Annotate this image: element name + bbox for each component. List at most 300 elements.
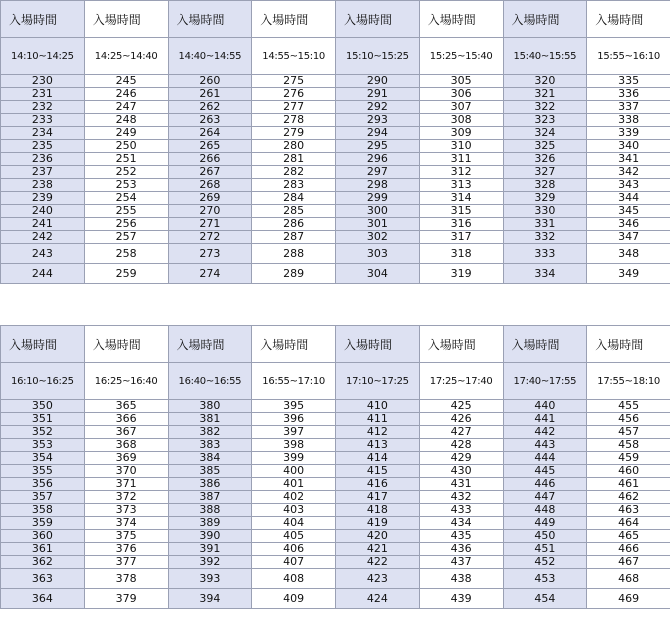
entry-time-table-bottom [0, 325, 670, 609]
number-cell: 283 [252, 179, 336, 192]
number-cell: 337 [587, 101, 670, 114]
number-cell: 412 [336, 426, 420, 439]
number-cell: 346 [587, 218, 670, 231]
number-cell: 460 [587, 465, 670, 478]
table-row [1, 101, 670, 114]
number-cell: 304 [336, 264, 420, 284]
number-cell: 403 [252, 504, 336, 517]
number-cell: 310 [419, 140, 503, 153]
time-slot-cell: 15:40~15:55 [503, 38, 587, 75]
number-cell: 338 [587, 114, 670, 127]
number-cell: 303 [336, 244, 420, 264]
number-cell: 432 [419, 491, 503, 504]
number-cell: 355 [1, 465, 85, 478]
number-cell: 350 [1, 400, 85, 413]
number-cell: 298 [336, 179, 420, 192]
column-header: 入場時間 [336, 1, 420, 38]
number-cell: 446 [503, 478, 587, 491]
number-cell: 450 [503, 530, 587, 543]
column-header: 入場時間 [1, 1, 85, 38]
number-cell: 234 [1, 127, 85, 140]
number-cell: 408 [252, 569, 336, 589]
number-cell: 311 [419, 153, 503, 166]
number-cell: 461 [587, 478, 670, 491]
table-row [1, 140, 670, 153]
table-row [1, 426, 670, 439]
number-cell: 465 [587, 530, 670, 543]
number-cell: 259 [84, 264, 168, 284]
number-cell: 266 [168, 153, 252, 166]
number-cell: 386 [168, 478, 252, 491]
number-cell: 323 [503, 114, 587, 127]
number-cell: 331 [503, 218, 587, 231]
number-cell: 358 [1, 504, 85, 517]
number-cell: 463 [587, 504, 670, 517]
number-cell: 344 [587, 192, 670, 205]
time-slot-cell: 14:10~14:25 [1, 38, 85, 75]
number-cell: 238 [1, 179, 85, 192]
number-cell: 241 [1, 218, 85, 231]
number-cell: 420 [336, 530, 420, 543]
number-cell: 419 [336, 517, 420, 530]
table-row [1, 589, 670, 609]
number-cell: 433 [419, 504, 503, 517]
number-cell: 287 [252, 231, 336, 244]
number-cell: 369 [84, 452, 168, 465]
table-row [1, 491, 670, 504]
number-cell: 333 [503, 244, 587, 264]
number-cell: 427 [419, 426, 503, 439]
number-cell: 348 [587, 244, 670, 264]
number-cell: 321 [503, 88, 587, 101]
column-header: 入場時間 [84, 326, 168, 363]
number-cell: 382 [168, 426, 252, 439]
number-cell: 456 [587, 413, 670, 426]
header-row [1, 326, 670, 363]
number-cell: 462 [587, 491, 670, 504]
number-cell: 290 [336, 75, 420, 88]
table-row [1, 75, 670, 88]
number-cell: 392 [168, 556, 252, 569]
number-cell: 336 [587, 88, 670, 101]
number-cell: 257 [84, 231, 168, 244]
number-cell: 393 [168, 569, 252, 589]
number-cell: 332 [503, 231, 587, 244]
number-cell: 276 [252, 88, 336, 101]
number-cell: 379 [84, 589, 168, 609]
number-cell: 318 [419, 244, 503, 264]
column-header: 入場時間 [168, 326, 252, 363]
number-cell: 397 [252, 426, 336, 439]
number-cell: 284 [252, 192, 336, 205]
number-cell: 373 [84, 504, 168, 517]
number-cell: 353 [1, 439, 85, 452]
number-cell: 270 [168, 205, 252, 218]
number-cell: 300 [336, 205, 420, 218]
number-cell: 305 [419, 75, 503, 88]
number-cell: 340 [587, 140, 670, 153]
number-cell: 360 [1, 530, 85, 543]
number-cell: 232 [1, 101, 85, 114]
number-cell: 357 [1, 491, 85, 504]
number-cell: 445 [503, 465, 587, 478]
number-cell: 329 [503, 192, 587, 205]
number-cell: 400 [252, 465, 336, 478]
column-header: 入場時間 [419, 1, 503, 38]
number-cell: 252 [84, 166, 168, 179]
number-cell: 330 [503, 205, 587, 218]
number-cell: 230 [1, 75, 85, 88]
table-row [1, 530, 670, 543]
number-cell: 443 [503, 439, 587, 452]
time-slot-cell: 17:55~18:10 [587, 363, 670, 400]
number-cell: 430 [419, 465, 503, 478]
number-cell: 395 [252, 400, 336, 413]
number-cell: 365 [84, 400, 168, 413]
number-cell: 399 [252, 452, 336, 465]
table-row [1, 114, 670, 127]
number-cell: 231 [1, 88, 85, 101]
number-cell: 265 [168, 140, 252, 153]
number-cell: 301 [336, 218, 420, 231]
number-cell: 242 [1, 231, 85, 244]
number-cell: 309 [419, 127, 503, 140]
number-cell: 370 [84, 465, 168, 478]
number-cell: 402 [252, 491, 336, 504]
number-cell: 444 [503, 452, 587, 465]
number-cell: 417 [336, 491, 420, 504]
column-header: 入場時間 [336, 326, 420, 363]
number-cell: 468 [587, 569, 670, 589]
number-cell: 385 [168, 465, 252, 478]
number-cell: 422 [336, 556, 420, 569]
number-cell: 295 [336, 140, 420, 153]
number-cell: 274 [168, 264, 252, 284]
table-row [1, 452, 670, 465]
column-header: 入場時間 [168, 1, 252, 38]
column-header: 入場時間 [503, 326, 587, 363]
time-slot-cell: 16:40~16:55 [168, 363, 252, 400]
number-cell: 243 [1, 244, 85, 264]
number-cell: 253 [84, 179, 168, 192]
number-cell: 271 [168, 218, 252, 231]
number-cell: 326 [503, 153, 587, 166]
number-cell: 378 [84, 569, 168, 589]
time-slot-cell: 14:25~14:40 [84, 38, 168, 75]
number-cell: 467 [587, 556, 670, 569]
number-cell: 454 [503, 589, 587, 609]
table-row [1, 153, 670, 166]
number-cell: 451 [503, 543, 587, 556]
number-cell: 246 [84, 88, 168, 101]
table-row [1, 439, 670, 452]
number-cell: 256 [84, 218, 168, 231]
number-cell: 293 [336, 114, 420, 127]
number-cell: 361 [1, 543, 85, 556]
number-cell: 425 [419, 400, 503, 413]
number-cell: 302 [336, 231, 420, 244]
number-cell: 466 [587, 543, 670, 556]
number-cell: 368 [84, 439, 168, 452]
entry-time-table-top [0, 0, 670, 284]
number-cell: 437 [419, 556, 503, 569]
number-cell: 280 [252, 140, 336, 153]
number-cell: 248 [84, 114, 168, 127]
number-cell: 279 [252, 127, 336, 140]
number-cell: 363 [1, 569, 85, 589]
number-cell: 396 [252, 413, 336, 426]
number-cell: 343 [587, 179, 670, 192]
number-cell: 349 [587, 264, 670, 284]
table-row [1, 517, 670, 530]
table-row [1, 88, 670, 101]
number-cell: 251 [84, 153, 168, 166]
number-cell: 453 [503, 569, 587, 589]
table-row [1, 556, 670, 569]
number-cell: 394 [168, 589, 252, 609]
number-cell: 359 [1, 517, 85, 530]
number-cell: 278 [252, 114, 336, 127]
number-cell: 275 [252, 75, 336, 88]
number-cell: 409 [252, 589, 336, 609]
number-cell: 233 [1, 114, 85, 127]
number-cell: 245 [84, 75, 168, 88]
number-cell: 413 [336, 439, 420, 452]
column-header: 入場時間 [419, 326, 503, 363]
number-cell: 335 [587, 75, 670, 88]
time-slot-cell: 17:25~17:40 [419, 363, 503, 400]
number-cell: 262 [168, 101, 252, 114]
number-cell: 247 [84, 101, 168, 114]
number-cell: 289 [252, 264, 336, 284]
column-header: 入場時間 [252, 1, 336, 38]
number-cell: 273 [168, 244, 252, 264]
table-row [1, 504, 670, 517]
number-cell: 426 [419, 413, 503, 426]
time-slot-cell: 17:10~17:25 [336, 363, 420, 400]
number-cell: 306 [419, 88, 503, 101]
table-row [1, 127, 670, 140]
time-slot-cell: 15:25~15:40 [419, 38, 503, 75]
number-cell: 390 [168, 530, 252, 543]
number-cell: 341 [587, 153, 670, 166]
number-cell: 313 [419, 179, 503, 192]
number-cell: 294 [336, 127, 420, 140]
number-cell: 292 [336, 101, 420, 114]
number-cell: 345 [587, 205, 670, 218]
table-row [1, 218, 670, 231]
number-cell: 351 [1, 413, 85, 426]
number-cell: 297 [336, 166, 420, 179]
time-slot-cell: 14:55~15:10 [252, 38, 336, 75]
number-cell: 322 [503, 101, 587, 114]
number-cell: 315 [419, 205, 503, 218]
number-cell: 286 [252, 218, 336, 231]
number-cell: 352 [1, 426, 85, 439]
table-row [1, 231, 670, 244]
number-cell: 407 [252, 556, 336, 569]
number-cell: 442 [503, 426, 587, 439]
time-slot-cell: 16:10~16:25 [1, 363, 85, 400]
number-cell: 285 [252, 205, 336, 218]
number-cell: 435 [419, 530, 503, 543]
number-cell: 249 [84, 127, 168, 140]
number-cell: 410 [336, 400, 420, 413]
number-cell: 448 [503, 504, 587, 517]
number-cell: 431 [419, 478, 503, 491]
number-cell: 441 [503, 413, 587, 426]
number-cell: 362 [1, 556, 85, 569]
number-cell: 404 [252, 517, 336, 530]
number-cell: 459 [587, 452, 670, 465]
number-cell: 389 [168, 517, 252, 530]
table-row [1, 244, 670, 264]
number-cell: 342 [587, 166, 670, 179]
number-cell: 366 [84, 413, 168, 426]
number-cell: 436 [419, 543, 503, 556]
number-cell: 291 [336, 88, 420, 101]
number-cell: 277 [252, 101, 336, 114]
number-cell: 376 [84, 543, 168, 556]
table-row [1, 569, 670, 589]
table-row [1, 192, 670, 205]
number-cell: 255 [84, 205, 168, 218]
table-row [1, 179, 670, 192]
number-cell: 236 [1, 153, 85, 166]
number-cell: 429 [419, 452, 503, 465]
number-cell: 381 [168, 413, 252, 426]
number-cell: 367 [84, 426, 168, 439]
number-cell: 325 [503, 140, 587, 153]
number-cell: 438 [419, 569, 503, 589]
number-cell: 458 [587, 439, 670, 452]
number-cell: 281 [252, 153, 336, 166]
number-cell: 428 [419, 439, 503, 452]
number-cell: 261 [168, 88, 252, 101]
number-cell: 371 [84, 478, 168, 491]
number-cell: 375 [84, 530, 168, 543]
number-cell: 244 [1, 264, 85, 284]
number-cell: 239 [1, 192, 85, 205]
column-header: 入場時間 [587, 1, 670, 38]
number-cell: 288 [252, 244, 336, 264]
number-cell: 324 [503, 127, 587, 140]
table-row [1, 205, 670, 218]
number-cell: 464 [587, 517, 670, 530]
time-slot-cell: 14:40~14:55 [168, 38, 252, 75]
number-cell: 440 [503, 400, 587, 413]
number-cell: 411 [336, 413, 420, 426]
number-cell: 469 [587, 589, 670, 609]
number-cell: 250 [84, 140, 168, 153]
number-cell: 328 [503, 179, 587, 192]
number-cell: 421 [336, 543, 420, 556]
number-cell: 439 [419, 589, 503, 609]
number-cell: 237 [1, 166, 85, 179]
time-slot-row [1, 363, 670, 400]
number-cell: 240 [1, 205, 85, 218]
number-cell: 364 [1, 589, 85, 609]
number-cell: 401 [252, 478, 336, 491]
time-slot-row [1, 38, 670, 75]
number-cell: 308 [419, 114, 503, 127]
number-cell: 391 [168, 543, 252, 556]
table-row [1, 264, 670, 284]
number-cell: 383 [168, 439, 252, 452]
table-row [1, 543, 670, 556]
number-cell: 424 [336, 589, 420, 609]
number-cell: 398 [252, 439, 336, 452]
table-row [1, 166, 670, 179]
number-cell: 320 [503, 75, 587, 88]
number-cell: 268 [168, 179, 252, 192]
number-cell: 296 [336, 153, 420, 166]
table-row [1, 413, 670, 426]
number-cell: 374 [84, 517, 168, 530]
column-header: 入場時間 [84, 1, 168, 38]
column-header: 入場時間 [587, 326, 670, 363]
time-slot-cell: 15:55~16:10 [587, 38, 670, 75]
number-cell: 272 [168, 231, 252, 244]
number-cell: 415 [336, 465, 420, 478]
number-cell: 319 [419, 264, 503, 284]
number-cell: 418 [336, 504, 420, 517]
table-row [1, 400, 670, 413]
time-slot-cell: 17:40~17:55 [503, 363, 587, 400]
number-cell: 316 [419, 218, 503, 231]
number-cell: 416 [336, 478, 420, 491]
number-cell: 312 [419, 166, 503, 179]
number-cell: 299 [336, 192, 420, 205]
number-cell: 307 [419, 101, 503, 114]
number-cell: 347 [587, 231, 670, 244]
number-cell: 356 [1, 478, 85, 491]
number-cell: 449 [503, 517, 587, 530]
time-slot-cell: 16:55~17:10 [252, 363, 336, 400]
number-cell: 405 [252, 530, 336, 543]
number-cell: 414 [336, 452, 420, 465]
table-row [1, 465, 670, 478]
column-header: 入場時間 [1, 326, 85, 363]
number-cell: 334 [503, 264, 587, 284]
column-header: 入場時間 [252, 326, 336, 363]
number-cell: 282 [252, 166, 336, 179]
number-cell: 455 [587, 400, 670, 413]
time-slot-cell: 15:10~15:25 [336, 38, 420, 75]
number-cell: 339 [587, 127, 670, 140]
number-cell: 423 [336, 569, 420, 589]
number-cell: 354 [1, 452, 85, 465]
number-cell: 260 [168, 75, 252, 88]
number-cell: 314 [419, 192, 503, 205]
number-cell: 447 [503, 491, 587, 504]
number-cell: 327 [503, 166, 587, 179]
number-cell: 317 [419, 231, 503, 244]
number-cell: 434 [419, 517, 503, 530]
number-cell: 264 [168, 127, 252, 140]
number-cell: 254 [84, 192, 168, 205]
number-cell: 457 [587, 426, 670, 439]
number-cell: 267 [168, 166, 252, 179]
number-cell: 380 [168, 400, 252, 413]
number-cell: 377 [84, 556, 168, 569]
time-slot-cell: 16:25~16:40 [84, 363, 168, 400]
number-cell: 235 [1, 140, 85, 153]
column-header: 入場時間 [503, 1, 587, 38]
number-cell: 263 [168, 114, 252, 127]
number-cell: 269 [168, 192, 252, 205]
number-cell: 452 [503, 556, 587, 569]
